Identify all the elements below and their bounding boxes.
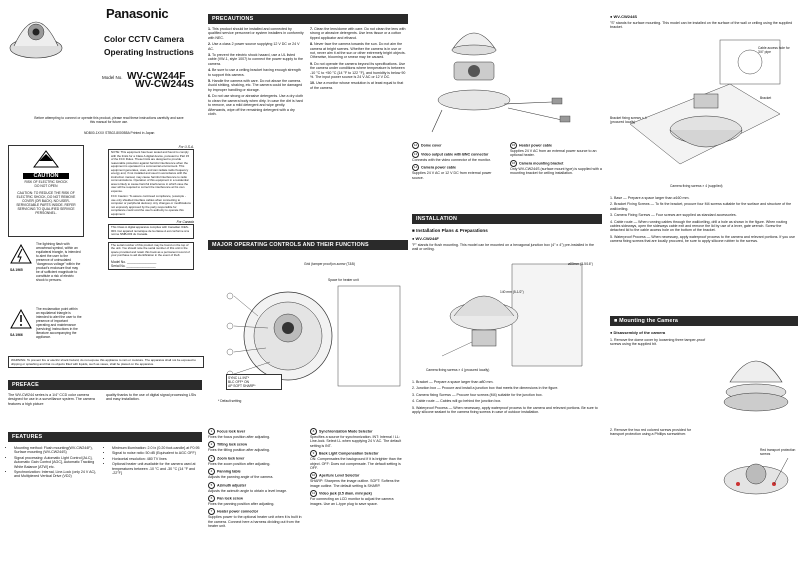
switch-row: AP SOFT SHARP* xyxy=(228,384,256,388)
features-heading: FEATURES xyxy=(8,432,202,442)
control-item: 7 Heater power connector Supplies power to the optional heater unit when it is built in the camera. Connect here a harness dividing out from the heater unit. xyxy=(208,509,302,529)
switch-row: SYNC LL INT* xyxy=(228,376,250,380)
precautions-right xyxy=(310,27,406,92)
control-item: 11 Video jack (3.5 diam. mini jack) For connecting an LCD monitor to adjust the camera images. Use an L-type plug to save space. xyxy=(310,491,394,506)
serial-text: The serial number of this product may be found on the top of the unit. You should note the serial number of this unit in the space provided and retain this book as a permanent record of your purchase to aid identification in the event of theft. xyxy=(111,242,190,257)
control-item: 8 Synchronization Mode Selector Specifies a source for synchronization. INT: Internal / LL: Line-lock. Select LL when supplying 24 V AC. The default setting is INT. xyxy=(310,429,402,448)
part-item: 14 Camera power cable Supplies 24 V AC or 12 V DC from external power source. xyxy=(412,165,492,180)
surface-mount-diagram xyxy=(610,34,798,184)
flush-list-item: 4. Cable route — Cables will go behind the junction box. xyxy=(412,399,502,404)
installation-heading: INSTALLATION xyxy=(412,214,602,224)
preface-heading: PREFACE xyxy=(8,380,202,390)
canada-text: This Class A digital apparatus complies with Canadian ICES-003. Cet appareil numérique de la classe A est conforme à la norme NMB-003 du Canada. xyxy=(111,225,189,236)
bracket-screws-label: Bracket fixing screws × 4 (procured locally) xyxy=(610,116,647,124)
default-note: * Default setting xyxy=(218,399,242,403)
parts-right xyxy=(510,142,602,178)
feature-item: • Optional heater unit available for the camera used at temperatures between -10 °C and -30 °C {14 °F and -22°F} xyxy=(112,462,200,475)
feature-item: • Mounting method: Flush mounting(WV-CW244F), Surface mounting (WV-CW244S) xyxy=(14,446,102,455)
control-item: 4 Panning table Adjusts the panning angle of the camera. xyxy=(208,469,274,480)
title-line2: Operating Instructions xyxy=(104,47,194,57)
cover-note: Before attempting to connect or operate this product, please read these instructions carefully and save this manual for future use. xyxy=(34,116,184,124)
model-no-label: Model No. xyxy=(111,259,127,264)
brand-logo: Panasonic xyxy=(106,6,169,21)
precaution-item: 8. Never face the camera towards the sun. Do not aim the camera at bright scenes. Whether the camera is in use or not, never aim it at the sun or other extremely bright objects. Otherwise, blooming or smear may be caused. xyxy=(310,42,406,60)
model-label: Model No. xyxy=(102,75,123,80)
control-item: 10 Aperture Level Selector SHARP: Sharpens the image outline. SOFT: Softens the image outline. The default setting is SHARP. xyxy=(310,473,400,488)
excl-text: The exclamation point within an equilateral triangle is intended to alert the user to the presence of important operating and maintenance (servicing) instructions in the literature accompanying the appliance. xyxy=(36,307,82,339)
feature-item: • Minimum illumination: 2.0 lx {0.20 foot-candle} at F0.95 xyxy=(112,446,200,450)
exclamation-triangle-icon xyxy=(10,309,32,329)
precaution-item: 9. Do not operate the camera beyond its specifications. Use the camera under conditions where temperature is between -10 °C to +50 °C {14 °F to 122 °F}, and humidity is below 90 %. The input power source is 24 V AC or 12 V DC. xyxy=(310,61,406,80)
feature-item: • Horizontal resolution: 480 TV lines xyxy=(112,457,200,461)
control-item: 6 Pan lock screw Fixes the panning position after adjusting. xyxy=(208,496,275,507)
caution-text: CAUTION: TO REDUCE THE RISK OF ELECTRIC SHOCK, DO NOT REMOVE COVER (OR BACK). NO USER-SERVICEABLE PARTS INSIDE. REFER SERVICING TO QUALIFIED SERVICE PERSONNEL. xyxy=(16,191,76,215)
dome-removal-illustration xyxy=(716,336,796,416)
title-line1: Color CCTV Camera xyxy=(104,34,185,44)
surface-list-item: 5. Waterproof Process — When necessary, apply waterproof process to the camera and relevant portions. If you use camera fixing screws that are locally procured, be sure to apply silicone rubber to the screws. xyxy=(610,234,795,244)
flush-list-item: 3. Camera fixing Screws — Procure four screws (M4) suitable for the junction box. xyxy=(412,392,543,397)
feature-item: • Signal to noise ratio: 50 dB (Equivalent to AGC OFF) xyxy=(112,451,200,455)
usa-label: For U.S.A. xyxy=(178,145,194,149)
flush-list-item: 5. Waterproof Process — When necessary, apply waterproof process to the camera and relevant portions. Be sure to apply silicone sealant to the camera fixing screws in case of outdoor installation. xyxy=(412,405,598,415)
surface-list-item: 4. Cable route — When running cables through the wall/ceiling, drill a hole as shown in the figure. When routing cables sideways, open the sideways cable exit and remove the lid by use of a lever, gate wrench. Screw the detached lid to the cable access hole on the bottom of the bracket. xyxy=(610,219,788,233)
camera-illustration xyxy=(8,4,64,66)
switch-row: BLC OFF* ON xyxy=(228,380,250,384)
cover-column xyxy=(4,0,200,567)
part-item: 15 Heater power cable Supplies 24 V AC from an external power source to an optional heater. xyxy=(510,143,597,158)
mount-step1: 1. Remove the dome cover by loosening three tamper-proof screws using the supplied bit. xyxy=(610,338,706,347)
preface-text2: quality thanks to the use of digital signal processing LSIs and easy installation. xyxy=(106,393,197,402)
installation-sub: ■ Installation Plans & Preparations xyxy=(412,228,488,233)
controls-diagram xyxy=(208,256,408,426)
precaution-item: 1. This product should be installed and connected by qualified service personnel or system installers in conformity with NEC. xyxy=(208,27,304,40)
control-item: 1 Focus lock lever Fixes the focus position after adjusting. xyxy=(208,429,271,439)
lightning-block xyxy=(8,240,82,302)
warning-box xyxy=(8,356,204,368)
precaution-item: 5. Handle the camera with care. Do not abuse the camera. Avoid striking, shaking, etc. The camera could be damaged by improper handling or storage. xyxy=(208,79,303,92)
model-s-text: "S" stands for surface mounting. This model can be installed on the surface of the wall or ceiling using the supplied bracket. xyxy=(610,21,793,30)
controls-left xyxy=(208,428,304,531)
part-item: 16 Camera mounting bracket Only WV-CW244S (surface mount type) is supplied with a mounting bracket for ceiling installation. xyxy=(510,160,602,176)
surface-list-item: 2. Bracket Fixing Screws — To fix the bracket, procure four M4 screws suitable for the surface and structure of the wall/ceiling. xyxy=(610,202,792,211)
mounting-heading: ■ Mounting the Camera xyxy=(610,316,798,326)
model-f-text: "F" stands for flush mounting. This model can be mounted on a hexagonal junction box (4" x 4") pre-installed in the wall or ceiling. xyxy=(412,243,595,252)
canada-label: For Canada xyxy=(176,220,194,224)
parts-left xyxy=(412,142,504,182)
precaution-item: 2. Use a class 2 power source supplying 12 V DC or 24 V AC. xyxy=(208,42,300,51)
exclamation-block xyxy=(8,305,82,355)
installation-column xyxy=(412,0,602,567)
precaution-item: 4. Be sure to use a ceiling bracket having enough strength to support this camera. xyxy=(208,68,301,77)
exploded-view-illustration xyxy=(412,10,602,140)
bracket-label: Bracket xyxy=(760,96,772,100)
flush-list-item: 1. Bracket — Prepare a space larger than ø80 mm. xyxy=(412,380,494,384)
caution-title: CAUTION xyxy=(23,173,69,179)
surface-column xyxy=(610,0,798,567)
doc-codes: NDB00-1XXX STB02-8000B5A Printed in Japan xyxy=(84,131,155,135)
label-top: Grid (tamper proof)on-screw (T&B) xyxy=(304,262,355,266)
feature-item: • Synchronization: Internal, Line-Lock (only 24 V AC), and Multiplexed Vertical Drive (VD2) xyxy=(14,470,102,479)
fcc-caution: FCC Caution: To assure continued compliance, (example - use only shielded interface cables when connecting to computer or peripheral devices). Any changes or modifications not expressly approved by the party responsible for compliance could void the user's authority to operate this equipment. xyxy=(111,194,191,216)
flush-list-item: 2. Junction box — Procure and install a junction box that meets the dimensions in the figure. xyxy=(412,386,559,391)
model-2: WV-CW244S xyxy=(135,79,194,90)
sa-1965: SA 1965 xyxy=(10,268,23,272)
preface-text1: The WV-CW244 series is a 1/4" CCD color camera designed for use in a surveillance system. The camera features a high picture xyxy=(8,393,95,406)
serial-no-label: Serial No. xyxy=(111,263,126,268)
controls-right xyxy=(310,428,406,508)
part-item: 12 Dome cover xyxy=(413,143,442,148)
warning-text: WARNING: To prevent fire or electric shock hazard, do not expose this appliance to rain or moisture. The apparatus shall not be exposed to dripping or splashing and that no objects filled with liquids, such as vases, shall be placed on the apparatus. xyxy=(11,358,196,366)
caution-box xyxy=(8,145,84,237)
feature-item: • Signal processing: Automatic Light Control [ALC], Automatic Gain Control [AGC], Automatic Tracking White Balance [ATW] etc. xyxy=(14,456,102,469)
surface-list xyxy=(610,196,796,246)
major-heading: MAJOR OPERATING CONTROLS AND THEIR FUNCTIONS xyxy=(208,240,408,250)
control-item: 2 Tilting lock screw Fixes the tilting position after adjusting. xyxy=(208,442,270,453)
lightning-text: The lightning flash with arrowhead symbol, within an equilateral triangle, is intended to alert the user to the presence of uninsulated "dangerous voltage" within the product's enclosure that may be of sufficient magnitude to constitute a risk of electric shock to persons. xyxy=(36,242,81,282)
surface-list-item: 1. Base — Prepare a space larger than ø160 mm. xyxy=(610,196,690,200)
precautions-column xyxy=(208,0,408,567)
control-item: 3 Zoom lock lever Fixes the zoom position after adjusting. xyxy=(208,455,271,466)
precaution-item: 3. To prevent the electric shock hazard, use a UL listed cable (VW-1, style 1007) to connect the power supply to the camera. xyxy=(208,53,304,66)
sa-1966: SA 1966 xyxy=(10,333,23,337)
label-heater: Space for heater unit xyxy=(328,278,359,282)
label-140: 140 mm (5-1/2") xyxy=(500,290,524,294)
caution-sub: RISK OF ELECTRIC SHOCK DO NOT OPEN xyxy=(24,180,68,188)
flush-mount-diagram xyxy=(412,256,602,376)
cam-fix-label: Camera fixing screws × 4 (supplied) xyxy=(670,184,723,188)
control-item: 9 Back Light Compensation Selector ON: Compensates the background if it is brighter than the object. OFF: Does not compensate. The default setting is OFF. xyxy=(310,451,402,471)
model-f-heading: ● WV-CW244F xyxy=(412,236,439,241)
precaution-item: 7. Clean the lens/dome with care. Do not clean the lens with strong or abrasive detergents. Use lens tissue or a cotton tipped applicator and ethanol. xyxy=(310,27,406,40)
mounting-sub: ● Disassembly of the camera xyxy=(610,330,666,335)
lightning-triangle-icon xyxy=(10,244,32,264)
features-left-list xyxy=(8,446,102,480)
flush-list xyxy=(412,380,598,416)
red-screws-label: Red transport protection screws xyxy=(760,448,796,456)
label-80: ø80mm (3-5/16") xyxy=(568,262,593,266)
fcc-block: For U.S.A. NOTE: This equipment has been tested and found to comply with the limits for a Class A digital device, pursuant to Part 15 of the FCC Rules. These limits are designed to provide reasonable protection against harmful interference when the equipment is operated in a commercial environment. This equipment generates, uses, and can radiate radio frequency energy and, if not installed and used in accordance with the instruction manual, may cause harmful interference to radio communications. Operation of this equipment in a residential area is likely to cause harmful interference in which case the user will be required to correct the interference at his own expense. FCC Caution: To assure continued compliance, (example - use only shielded interface cables when connecting to computer or peripheral devices). Any changes or modifications not expressly approved by the party responsible for compliance could void the user's authority to operate this equipment. For Canada This Class A digital apparatus complies with Canadian ICES-003. Cet appareil numérique de la classe A est conforme à la norme NMB-003 du Canada. The serial number of this product may be found on the top of the unit. You should note the serial number of this unit in the space provided and retain this book as a permanent record of your purchase to aid identification in the event of theft. Model No. ________________ Serial No. ________________ xyxy=(108,145,194,270)
mount-step2: 2. Remove the two red colored screws provided for transport protection using a Phillips screwdriver. xyxy=(610,428,692,437)
part-item: 13 Video output cable with BNC connector Connects with the video connector of the monitor. xyxy=(412,152,491,162)
camera-screws-label: Camera fixing screws × 4 (procured locally) xyxy=(426,368,490,372)
model-s-heading: ● WV-CW244S xyxy=(610,14,638,19)
precaution-item: 10. Use a monitor whose resolution is at least equal to that of the camera. xyxy=(310,81,404,90)
surface-list-item: 3. Camera Fixing Screws — Four screws are supplied as standard accessories. xyxy=(610,213,737,218)
features-right-list xyxy=(106,446,200,476)
switch-panel xyxy=(226,374,282,390)
control-item: 5 Azimuth adjuster Adjusts the azimuth angle to obtain a level image. xyxy=(208,482,288,493)
precaution-item: 6. Do not use strong or abrasive detergents. Use a dry cloth to clean the camera body when dirty. In case the dirt is hard to remove, use a mild detergent and wipe gently. Afterwards, wipe off the remaining detergent with a dry cloth. xyxy=(208,94,304,116)
model-1: WV-CW244F xyxy=(126,71,186,82)
precautions-left xyxy=(208,27,304,118)
fcc-note: NOTE: This equipment has been tested and found to comply with the limits for a Class A digital device, pursuant to Part 15 of the FCC Rules. These limits are designed to provide reasonable protection against harmful interference when the equipment is operated in a commercial environment. This equipment generates, uses, and can radiate radio frequency energy and, if not installed and used in accordance with the instruction manual, may cause harmful interference to radio communications. Operation of this equipment in a residential area is likely to cause harmful interference in which case the user will be required to correct the interference at his own expense. xyxy=(111,150,190,193)
cable-access-label: Cable access hole for 3/4" pipe xyxy=(758,46,790,54)
precautions-heading: PRECAUTIONS xyxy=(208,14,408,24)
